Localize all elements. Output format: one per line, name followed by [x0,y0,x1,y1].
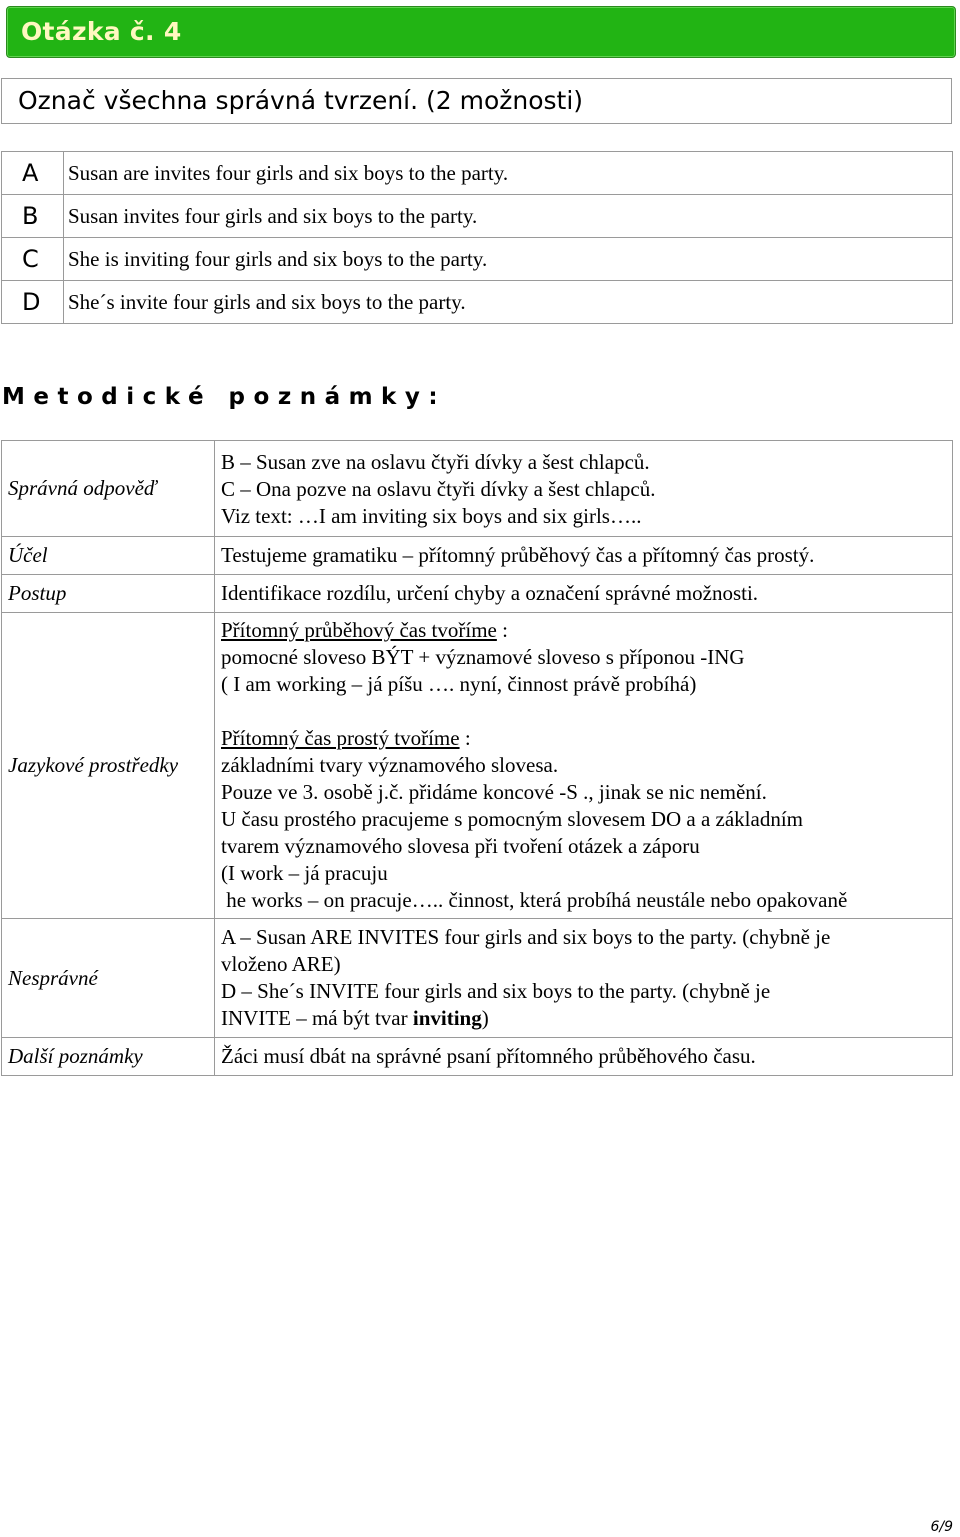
notes-row-jazykove [2,613,953,919]
notes-line [221,617,948,644]
text-part: INVITE – má být tvar [221,1006,413,1030]
notes-line: C – Ona pozve na oslavu čtyři dívky a šest chlapců. [221,477,656,501]
bold-word: inviting [412,1006,482,1030]
text-part: ) [481,1006,489,1030]
question-header [6,6,956,58]
notes-row-dalsi [2,1038,953,1076]
notes-line: vloženo ARE) [221,952,341,976]
notes-heading: Metodické poznámky: [2,384,447,410]
notes-row-postup [2,575,953,613]
option-text: She´s invite four girls and six boys to the party. [64,281,953,324]
notes-line: Viz text: …I am inviting six boys and six girls….. [221,504,642,528]
notes-value [215,1038,953,1076]
option-row[interactable] [2,281,953,324]
notes-label: Postup [2,575,215,613]
notes-line: Identifikace rozdílu, určení chyby a označení správné možnosti. [221,581,759,605]
option-letter: D [2,281,64,324]
notes-row-nespravne [2,919,953,1038]
notes-line: Testujeme gramatiku – přítomný průběhový čas a přítomný čas prostý. [221,543,815,567]
notes-line [221,1005,948,1032]
notes-line: pomocné sloveso BÝT + významové sloveso s příponou -ING [221,645,745,669]
option-row[interactable] [2,152,953,195]
underlined-heading: Přítomný čas prostý tvoříme [221,726,460,750]
instruction-box [1,78,952,124]
notes-line: he works – on pracuje….. činnost, která probíhá neustále nebo opakovaně [221,888,848,912]
colon: : [459,726,471,750]
notes-value [215,613,953,919]
notes-line: (I work – já pracuju [221,861,388,885]
option-letter: B [2,195,64,238]
notes-label: Další poznámky [2,1038,215,1076]
page-number: 6/9 [930,1519,953,1535]
notes-value [215,441,953,537]
notes-value [215,919,953,1038]
notes-value [215,537,953,575]
notes-line: U času prostého pracujeme s pomocným slovesem DO a a základním [221,807,804,831]
notes-line: základními tvary významového slovesa. [221,753,559,777]
answer-options-table [1,151,953,324]
instruction-text: Označ všechna správná tvrzení. (2 možnosti) [18,86,584,115]
notes-line: A – Susan ARE INVITES four girls and six boys to the party. (chybně je [221,925,831,949]
notes-line [221,725,948,752]
question-title: Otázka č. 4 [21,17,182,46]
notes-label: Správná odpověď [2,441,215,537]
option-text: Susan are invites four girls and six boys to the party. [64,152,953,195]
option-text: Susan invites four girls and six boys to the party. [64,195,953,238]
colon: : [496,618,508,642]
notes-label: Jazykové prostředky [2,613,215,919]
option-letter: C [2,238,64,281]
methodical-notes-table [1,440,953,1076]
notes-row-ucel [2,537,953,575]
option-letter: A [2,152,64,195]
notes-value [215,575,953,613]
notes-line: D – She´s INVITE four girls and six boys to the party. (chybně je [221,979,771,1003]
option-row[interactable] [2,238,953,281]
notes-row-spravna [2,441,953,537]
notes-label: Nesprávné [2,919,215,1038]
notes-line: tvarem významového slovesa při tvoření otázek a záporu [221,834,700,858]
spacer [221,698,948,725]
notes-line: Žáci musí dbát na správné psaní přítomného průběhového času. [221,1044,756,1068]
notes-line: B – Susan zve na oslavu čtyři dívky a šest chlapců. [221,450,650,474]
notes-label: Účel [2,537,215,575]
underlined-heading: Přítomný průběhový čas tvoříme [221,618,497,642]
option-text: She is inviting four girls and six boys to the party. [64,238,953,281]
notes-line: Pouze ve 3. osobě j.č. přidáme koncové -S ., jinak se nic nemění. [221,780,767,804]
notes-line: ( I am working – já píšu …. nyní, činnost právě probíhá) [221,672,697,696]
option-row[interactable] [2,195,953,238]
